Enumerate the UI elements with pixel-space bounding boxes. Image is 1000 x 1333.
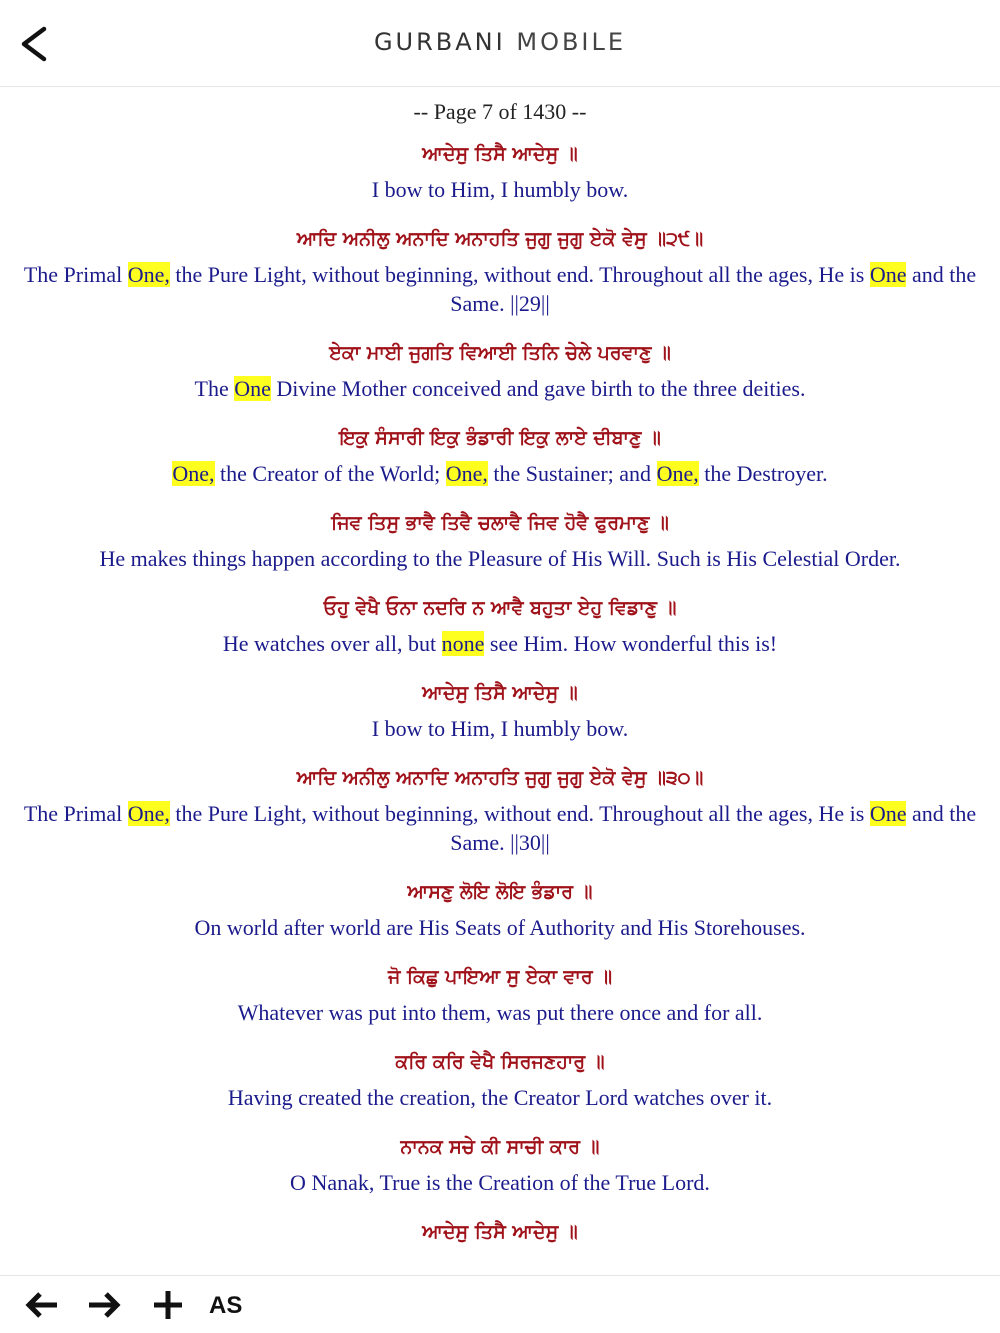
translation-line: The Primal One, the Pure Light, without beginning, without end. Throughout all the ages, He is One and the Same. ||29|| (23, 262, 977, 316)
gurmukhi-line: ਆਦੇਸੁ ਤਿਸੈ ਆਦੇਸੁ ॥ (422, 682, 578, 704)
verse-block (0, 593, 1000, 678)
autoscroll-button[interactable]: AS (209, 1292, 243, 1319)
gurmukhi-line: ਏਕਾ ਮਾਈ ਜੁਗਤਿ ਵਿਆਈ ਤਿਨਿ ਚੇਲੇ ਪਰਵਾਣੁ ॥ (329, 342, 671, 364)
search-highlight: One, (656, 461, 699, 486)
verse-block (0, 508, 1000, 593)
verse-block (0, 139, 1000, 224)
verse-block (0, 224, 1000, 338)
gurmukhi-line: ਆਦਿ ਅਨੀਲੁ ਅਨਾਦਿ ਅਨਾਹਤਿ ਜੁਗੁ ਜੁਗੁ ਏਕੋ ਵੇਸੁ ॥੩੦॥ (296, 767, 704, 789)
verse-block (0, 338, 1000, 423)
search-highlight: none (441, 631, 485, 656)
search-highlight: One, (172, 461, 215, 486)
page-indicator: -- Page 7 of 1430 -- (413, 99, 587, 124)
gurmukhi-line: ਆਦਿ ਅਨੀਲੁ ਅਨਾਦਿ ਅਨਾਹਤਿ ਜੁਗੁ ਜੁਗੁ ਏਕੋ ਵੇਸੁ ॥੨੯॥ (296, 228, 704, 250)
verse-block (0, 1047, 1000, 1132)
plus-icon (150, 1290, 186, 1320)
app-title (0, 28, 1000, 56)
add-bookmark-button[interactable] (150, 1290, 186, 1320)
translation-line: Whatever was put into them, was put there once and for all. (237, 1000, 763, 1025)
translation-line: O Nanak, True is the Creation of the True Lord. (290, 1170, 710, 1195)
gurmukhi-line: ਕਰਿ ਕਰਿ ਵੇਖੈ ਸਿਰਜਣਹਾਰੁ ॥ (395, 1051, 605, 1073)
translation-line: I bow to Him, I humbly bow. (371, 177, 629, 202)
gurmukhi-line: ਜਿਵ ਤਿਸੁ ਭਾਵੈ ਤਿਵੈ ਚਲਾਵੈ ਜਿਵ ਹੋਵੈ ਫੁਰਮਾਣੁ ॥ (331, 512, 669, 534)
verse-block (0, 1217, 1000, 1253)
app-title-secondary: MOBILE (516, 28, 627, 56)
scripture-content[interactable] (0, 87, 1000, 1275)
translation-line: He makes things happen according to the Pleasure of His Will. Such is His Celestial Order. (99, 546, 901, 571)
translation-line: Having created the creation, the Creator Lord watches over it. (227, 1085, 773, 1110)
arrow-left-icon (24, 1290, 60, 1320)
bottom-toolbar (0, 1275, 1000, 1333)
translation-line: One, the Creator of the World; One, the Sustainer; and One, the Destroyer. (172, 461, 828, 486)
arrow-right-icon (86, 1290, 122, 1320)
gurmukhi-line: ਆਸਣੁ ਲੋਇ ਲੋਇ ਭੰਡਾਰ ॥ (407, 881, 593, 903)
search-highlight: One, (127, 262, 170, 287)
verse-block (0, 1132, 1000, 1217)
verse-block (0, 423, 1000, 508)
next-page-button[interactable] (86, 1290, 122, 1320)
gurmukhi-line: ਆਦੇਸੁ ਤਿਸੈ ਆਦੇਸੁ ॥ (422, 1221, 578, 1243)
verse-list (0, 139, 1000, 1253)
translation-line: The One Divine Mother conceived and gave birth to the three deities. (194, 376, 806, 401)
verse-block (0, 962, 1000, 1047)
translation-line: I bow to Him, I humbly bow. (371, 716, 629, 741)
app-header (0, 0, 1000, 87)
search-highlight: One (234, 376, 271, 401)
previous-page-button[interactable] (24, 1290, 60, 1320)
translation-line: He watches over all, but none see Him. How wonderful this is! (222, 631, 778, 656)
app-title-primary: GURBANI (373, 28, 506, 56)
gurmukhi-line: ਇਕੁ ਸੰਸਾਰੀ ਇਕੁ ਭੰਡਾਰੀ ਇਕੁ ਲਾਏ ਦੀਬਾਣੁ ॥ (339, 427, 661, 449)
translation-line: The Primal One, the Pure Light, without beginning, without end. Throughout all the ages, He is One and the Same. ||30|| (23, 801, 977, 855)
gurmukhi-line: ਓਹੁ ਵੇਖੈ ਓਨਾ ਨਦਰਿ ਨ ਆਵੈ ਬਹੁਤਾ ਏਹੁ ਵਿਡਾਣੁ ॥ (323, 597, 677, 619)
search-highlight: One (869, 262, 907, 287)
gurmukhi-line: ਨਾਨਕ ਸਚੇ ਕੀ ਸਾਚੀ ਕਾਰ ॥ (400, 1136, 600, 1158)
gurmukhi-line: ਆਦੇਸੁ ਤਿਸੈ ਆਦੇਸੁ ॥ (422, 143, 578, 165)
verse-block (0, 678, 1000, 763)
verse-block (0, 763, 1000, 877)
gurmukhi-line: ਜੋ ਕਿਛੁ ਪਾਇਆ ਸੁ ਏਕਾ ਵਾਰ ॥ (387, 966, 613, 988)
verse-block (0, 877, 1000, 962)
search-highlight: One, (445, 461, 488, 486)
translation-line: On world after world are His Seats of Authority and His Storehouses. (194, 915, 806, 940)
search-highlight: One, (127, 801, 170, 826)
search-highlight: One (869, 801, 907, 826)
